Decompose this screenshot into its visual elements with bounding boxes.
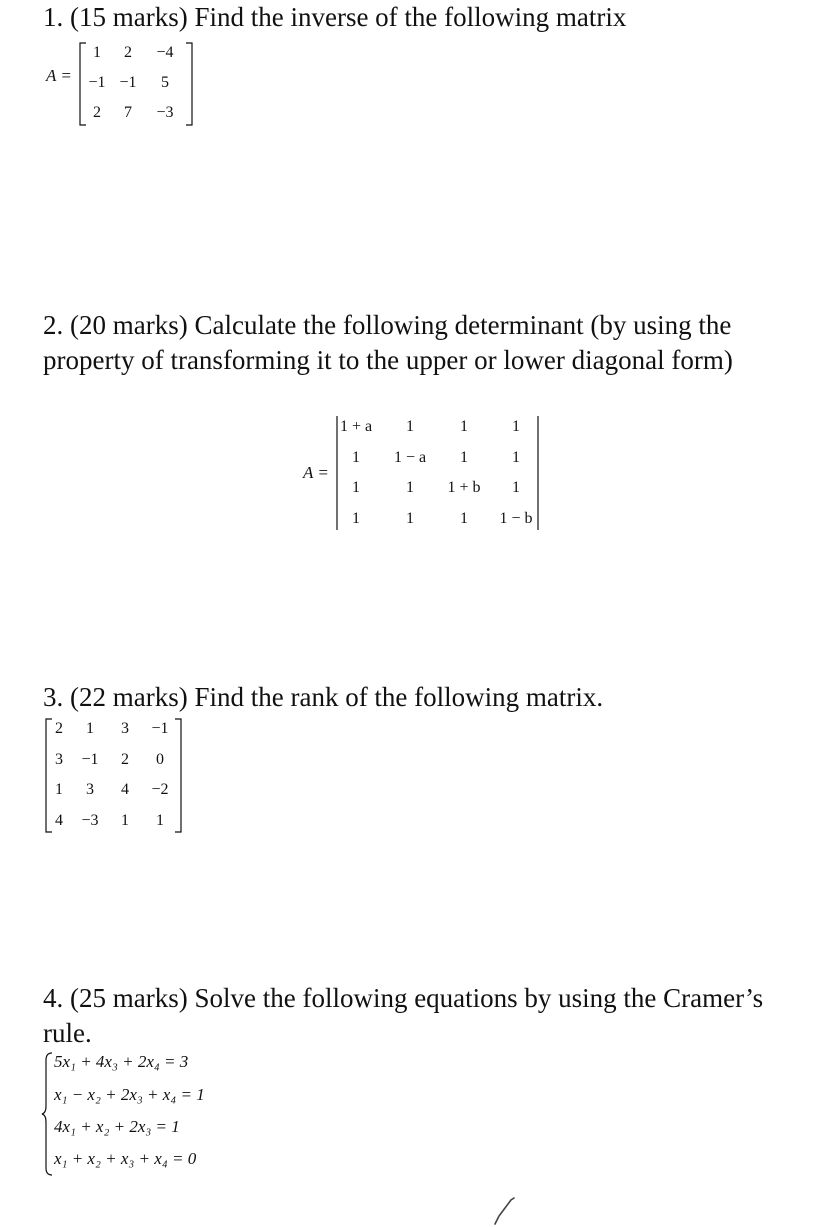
question-4-text: 4. (25 marks) Solve the following equations by using the Cramer’s rule. xyxy=(43,983,764,1048)
determinant-cell: 1 xyxy=(352,509,360,527)
inverse-matrix xyxy=(84,38,184,128)
determinant-matrix xyxy=(338,412,550,534)
equation-1: 5x₁ + 4x₃ + 2x₄ = 3 xyxy=(54,1052,189,1071)
rank-cell: −3 xyxy=(81,811,99,829)
rank-cell: 1 xyxy=(156,811,164,829)
equation-system xyxy=(42,1050,262,1180)
matrix-cell: 2 xyxy=(124,44,132,61)
matrix-cell: −4 xyxy=(156,44,174,61)
rank-matrix xyxy=(48,714,180,836)
matrix-cell: −1 xyxy=(88,74,106,91)
rank-cell: 1 xyxy=(86,720,94,737)
rank-cell: 2 xyxy=(121,750,129,768)
equation-2: x₁ − x₂ + 2x₃ + x₄ = 1 xyxy=(54,1085,205,1104)
determinant-cell: 1 xyxy=(406,418,414,435)
matrix-cell: 2 xyxy=(93,104,101,121)
determinant-cell: 1 xyxy=(512,448,520,466)
rank-cell: 3 xyxy=(121,720,129,737)
rank-cell: 4 xyxy=(55,811,63,829)
matrix-cell: 1 xyxy=(93,44,101,61)
matrix-cell: −3 xyxy=(156,104,174,121)
rank-cell: −1 xyxy=(81,750,99,768)
matrix-cell: 5 xyxy=(161,74,169,91)
rank-cell: −1 xyxy=(151,720,169,737)
determinant-cell: 1 + a xyxy=(339,418,373,435)
rank-cell: 3 xyxy=(86,781,94,798)
determinant-cell: 1 xyxy=(352,479,360,496)
determinant-cell: 1 xyxy=(512,418,520,435)
matrix-cell: −1 xyxy=(119,74,137,91)
rank-cell: 3 xyxy=(55,750,63,768)
determinant-cell: 1 xyxy=(406,479,414,496)
rank-cell: 0 xyxy=(156,750,164,768)
rank-cell: 1 xyxy=(121,811,129,829)
determinant-cell: 1 xyxy=(512,479,520,496)
determinant-cell: 1 xyxy=(460,448,468,466)
determinant-cell: 1 − a xyxy=(393,448,427,466)
equation-4: x₁ + x₂ + x₃ + x₄ = 0 xyxy=(54,1149,197,1168)
determinant-cell: 1 xyxy=(460,418,468,435)
determinant-cell: 1 xyxy=(460,509,468,527)
rank-cell: −2 xyxy=(151,781,169,798)
pen-mark xyxy=(493,1196,517,1226)
question-1-text: 1. (15 marks) Find the inverse of the following matrix xyxy=(43,2,627,32)
question-2-text: 2. (20 marks) Calculate the following determinant (by using the property of transforming it to the upper or lower diagonal form) xyxy=(43,310,733,375)
determinant-cell: 1 − b xyxy=(499,509,533,527)
determinant-cell: 1 xyxy=(352,448,360,466)
equation-3: 4x₁ + x₂ + 2x₃ = 1 xyxy=(54,1117,180,1136)
determinant-cell: 1 xyxy=(406,509,414,527)
matrix-label-a: A = xyxy=(46,66,72,85)
matrix-cell: 7 xyxy=(124,104,132,121)
rank-cell: 4 xyxy=(121,781,129,798)
question-3-text: 3. (22 marks) Find the rank of the following matrix. xyxy=(43,682,604,712)
rank-cell: 2 xyxy=(55,720,63,737)
rank-cell: 1 xyxy=(55,781,63,798)
determinant-cell: 1 + b xyxy=(447,479,481,496)
determinant-label-a: A = xyxy=(303,463,329,482)
